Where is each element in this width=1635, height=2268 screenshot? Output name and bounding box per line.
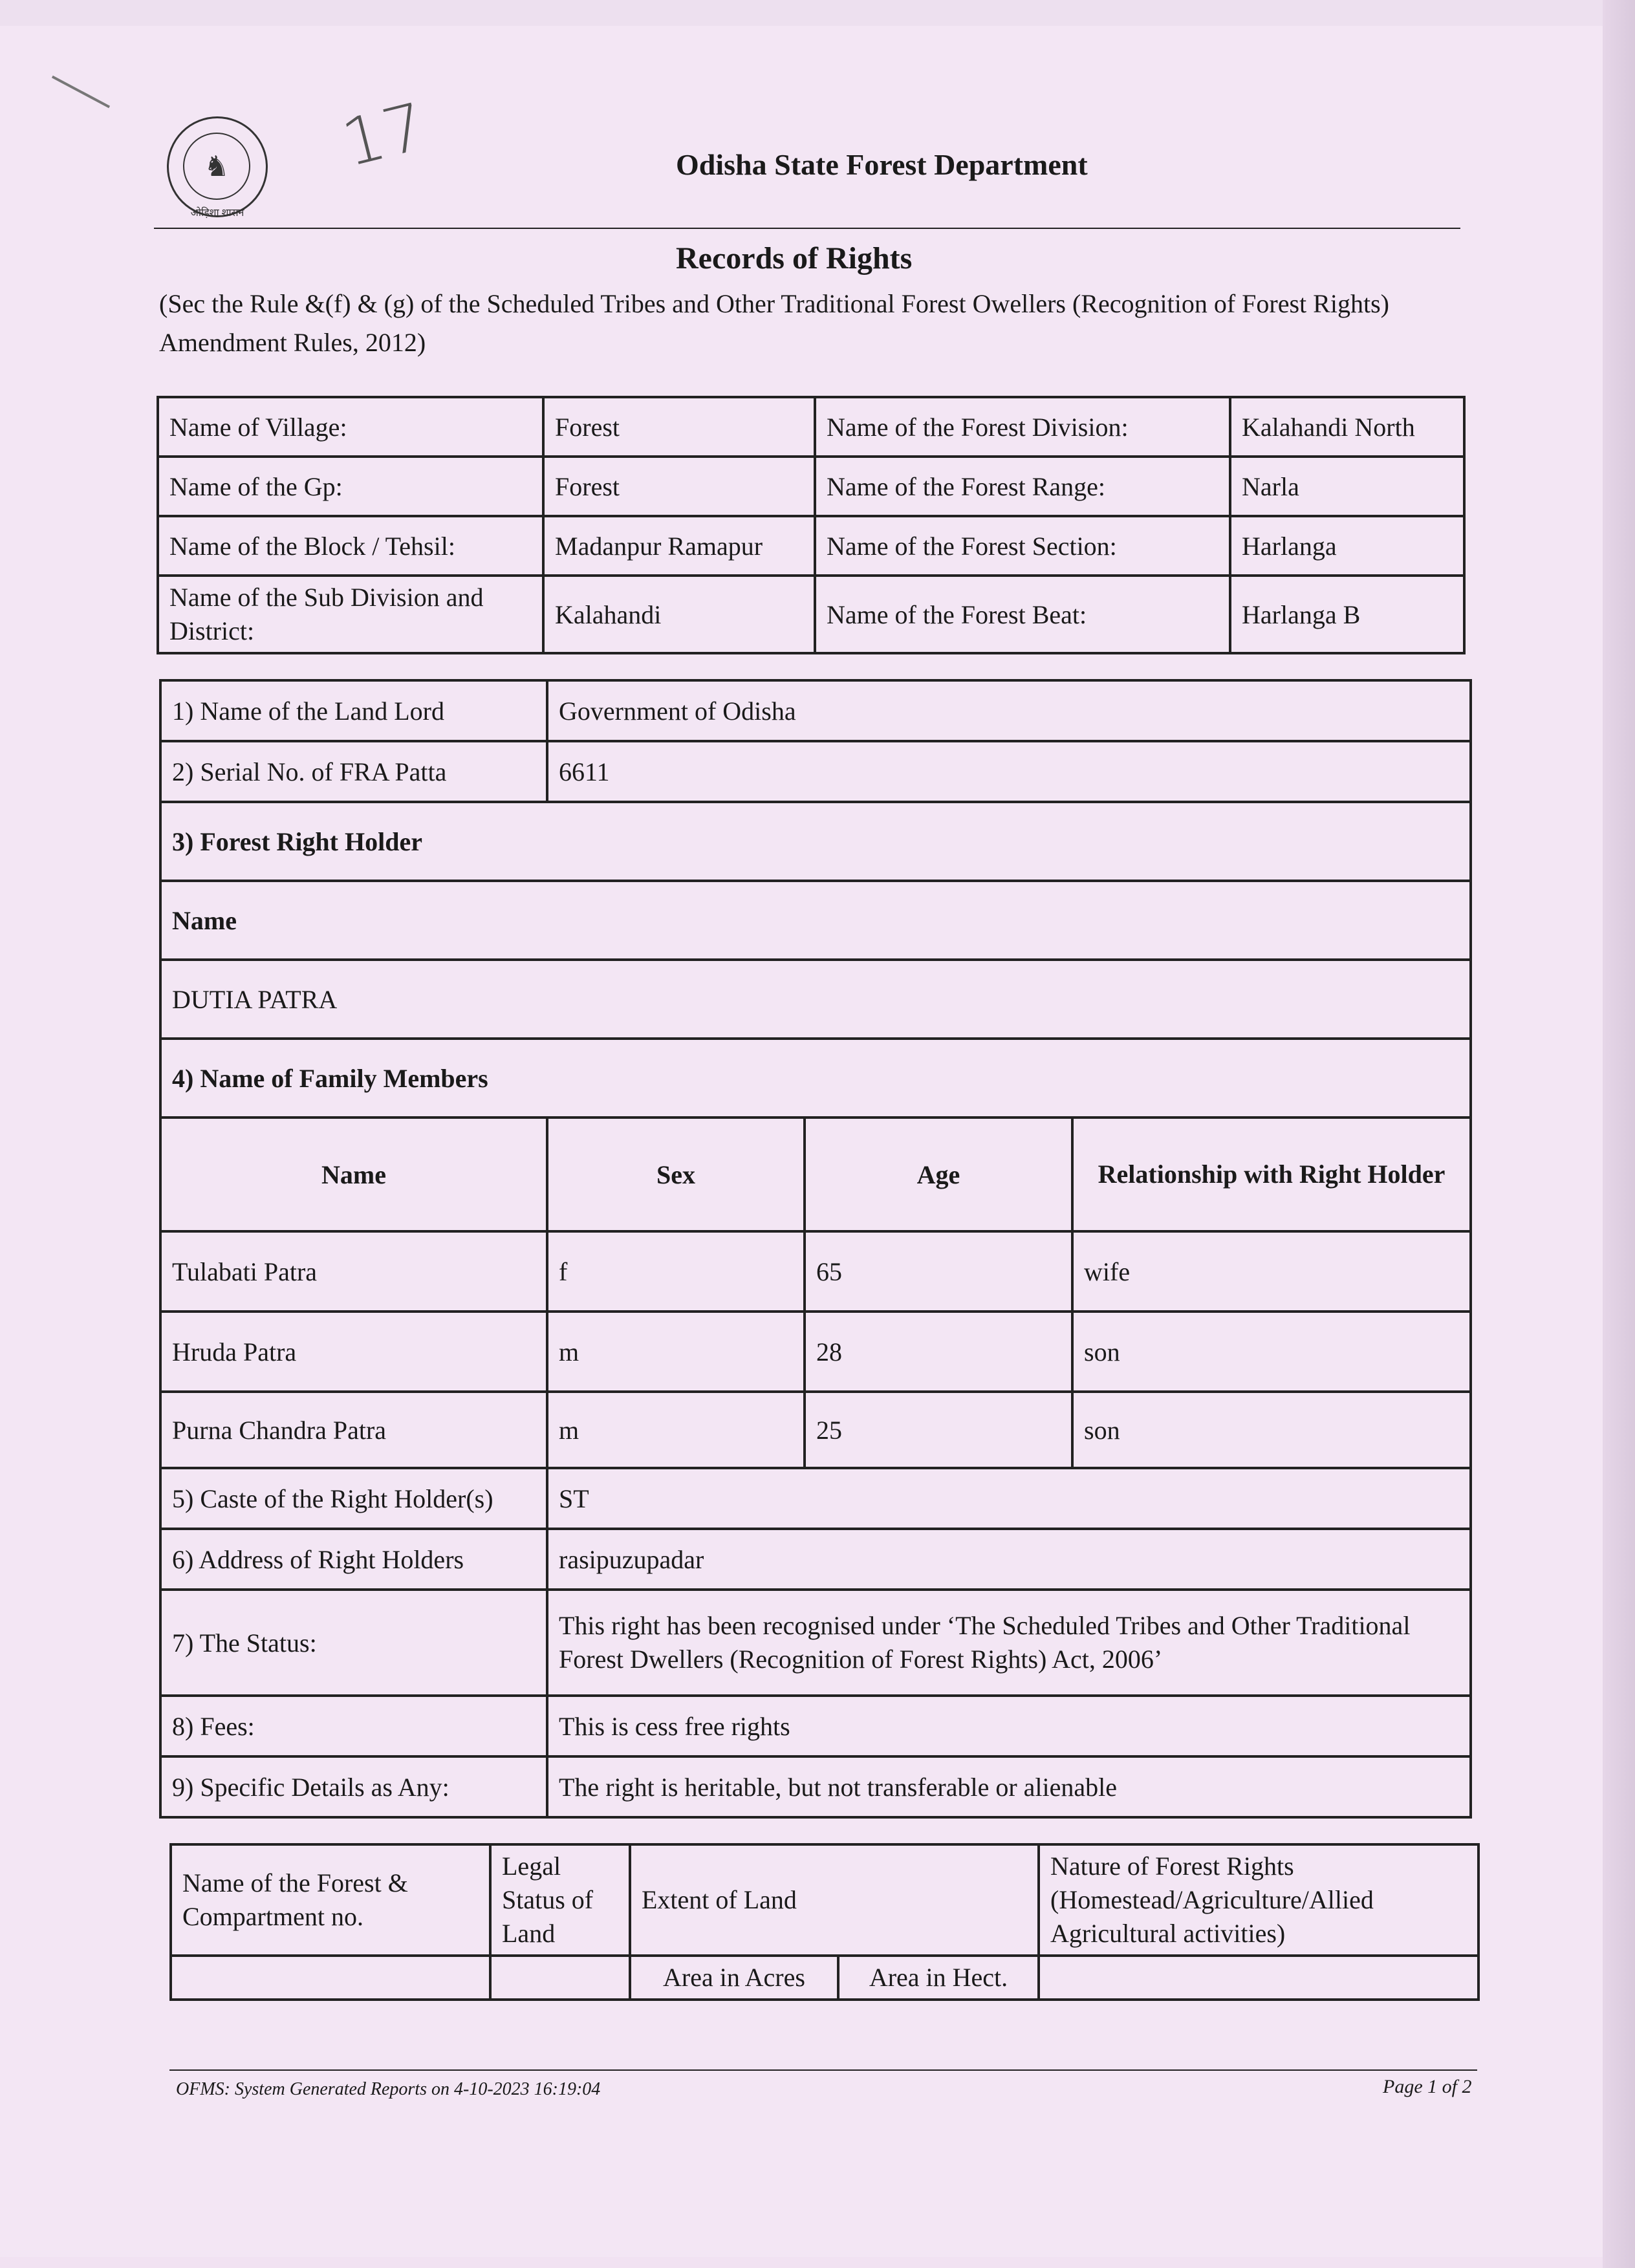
member-sex: m (547, 1312, 805, 1392)
serial-value: 6611 (547, 741, 1471, 802)
family-header-row (160, 1118, 1471, 1231)
member-age: 28 (805, 1312, 1072, 1392)
table-row (158, 457, 1464, 516)
family-col-relationship: Relationship with Right Holder (1072, 1118, 1471, 1231)
block-value: Madanpur Ramapur (543, 516, 815, 576)
page-number: Page 1 of 2 (1383, 2076, 1472, 2097)
handwritten-page-number: 17 (334, 88, 433, 182)
table-row (160, 802, 1471, 881)
gp-value: Forest (543, 457, 815, 516)
member-age: 65 (805, 1231, 1072, 1312)
caste-label: 5) Caste of the Right Holder(s) (160, 1468, 547, 1529)
footer-divider (169, 2069, 1477, 2071)
member-name: Tulabati Patra (160, 1231, 547, 1312)
subtitle: (Sec the Rule &(f) & (g) of the Scheduled Tribes and Other Traditional Forest Owellers (Recognition of Forest Rights) Amendment Rules, 2012) (159, 289, 1389, 357)
section-value: Harlanga (1230, 516, 1464, 576)
nature-cell (1039, 1956, 1478, 2000)
member-name: Hruda Patra (160, 1312, 547, 1392)
record-table (159, 679, 1472, 1819)
lion-capital-icon: ♞ (183, 133, 250, 200)
range-value: Narla (1230, 457, 1464, 516)
table-row (160, 881, 1471, 960)
table-row (160, 1039, 1471, 1118)
table-row (160, 1756, 1471, 1817)
land-table (169, 1843, 1480, 2001)
member-age: 25 (805, 1392, 1072, 1468)
member-sex: m (547, 1392, 805, 1468)
division-value: Kalahandi North (1230, 397, 1464, 457)
family-heading: 4) Name of Family Members (160, 1039, 1471, 1118)
table-row (160, 1468, 1471, 1529)
fees-value: This is cess free rights (547, 1696, 1471, 1756)
extent-header: Extent of Land (630, 1844, 1039, 1956)
serial-label: 2) Serial No. of FRA Patta (160, 741, 547, 802)
table-row (158, 516, 1464, 576)
beat-label: Name of the Forest Beat: (815, 576, 1230, 653)
range-label: Name of the Forest Range: (815, 457, 1230, 516)
gp-label: Name of the Gp: (158, 457, 543, 516)
forest-compartment-cell (171, 1956, 490, 2000)
scan-top-edge (0, 0, 1635, 26)
location-table (157, 396, 1466, 654)
status-value (547, 1590, 1471, 1696)
landlord-value: Government of Odisha (547, 680, 1471, 741)
fees-label: 8) Fees: (160, 1696, 547, 1756)
beat-value: Harlanga B (1230, 576, 1464, 653)
status-line: Forest Dwellers (Recognition of Forest Rights) Act, 2006’ (559, 1645, 1163, 1674)
member-name: Purna Chandra Patra (160, 1392, 547, 1468)
table-row (160, 1590, 1471, 1696)
member-relation: son (1072, 1312, 1471, 1392)
forest-compartment-header: Name of the Forest & Compartment no. (171, 1844, 490, 1956)
table-row (160, 1696, 1471, 1756)
holder-heading: 3) Forest Right Holder (160, 802, 1471, 881)
details-label: 9) Specific Details as Any: (160, 1756, 547, 1817)
subdivision-label: Name of the Sub Division and District: (158, 576, 543, 653)
table-row (160, 680, 1471, 741)
emblem-caption: ओड़िशा शासन (190, 208, 244, 219)
header-divider (154, 228, 1460, 229)
land-subheader-row (171, 1956, 1478, 2000)
page-title: Records of Rights (676, 241, 913, 275)
land-header-row (171, 1844, 1478, 1956)
member-relation: son (1072, 1392, 1471, 1468)
odisha-emblem-icon (167, 116, 268, 217)
landlord-label: 1) Name of the Land Lord (160, 680, 547, 741)
block-label: Name of the Block / Tehsil: (158, 516, 543, 576)
table-row (158, 397, 1464, 457)
table-row (160, 1529, 1471, 1590)
address-label: 6) Address of Right Holders (160, 1529, 547, 1590)
section-label: Name of the Forest Section: (815, 516, 1230, 576)
caste-value: ST (547, 1468, 1471, 1529)
family-row (160, 1231, 1471, 1312)
family-col-age: Age (805, 1118, 1072, 1231)
status-line: This right has been recognised under ‘The Scheduled Tribes and Other Traditional (559, 1611, 1411, 1640)
family-row (160, 1392, 1471, 1468)
area-acres-header: Area in Acres (630, 1956, 838, 2000)
family-col-sex: Sex (547, 1118, 805, 1231)
generated-timestamp: OFMS: System Generated Reports on 4-10-2023 16:19:04 (176, 2079, 601, 2099)
area-hect-header: Area in Hect. (838, 1956, 1039, 2000)
details-value: The right is heritable, but not transferable or alienable (547, 1756, 1471, 1817)
department-name: Odisha State Forest Department (676, 148, 1088, 181)
table-row (160, 960, 1471, 1039)
member-relation: wife (1072, 1231, 1471, 1312)
division-label: Name of the Forest Division: (815, 397, 1230, 457)
holder-name: DUTIA PATRA (160, 960, 1471, 1039)
address-value: rasipuzupadar (547, 1529, 1471, 1590)
legal-status-header: Legal Status of Land (490, 1844, 630, 1956)
table-row (158, 576, 1464, 653)
family-row (160, 1312, 1471, 1392)
nature-header: Nature of Forest Rights (Homestead/Agriculture/Allied Agricultural activities) (1039, 1844, 1478, 1956)
name-heading: Name (160, 881, 1471, 960)
scan-right-edge (1603, 0, 1635, 2268)
member-sex: f (547, 1231, 805, 1312)
village-value: Forest (543, 397, 815, 457)
table-row (160, 741, 1471, 802)
legal-status-cell (490, 1956, 630, 2000)
village-label: Name of Village: (158, 397, 543, 457)
status-label: 7) The Status: (160, 1590, 547, 1696)
subdivision-value: Kalahandi (543, 576, 815, 653)
family-col-name: Name (160, 1118, 547, 1231)
